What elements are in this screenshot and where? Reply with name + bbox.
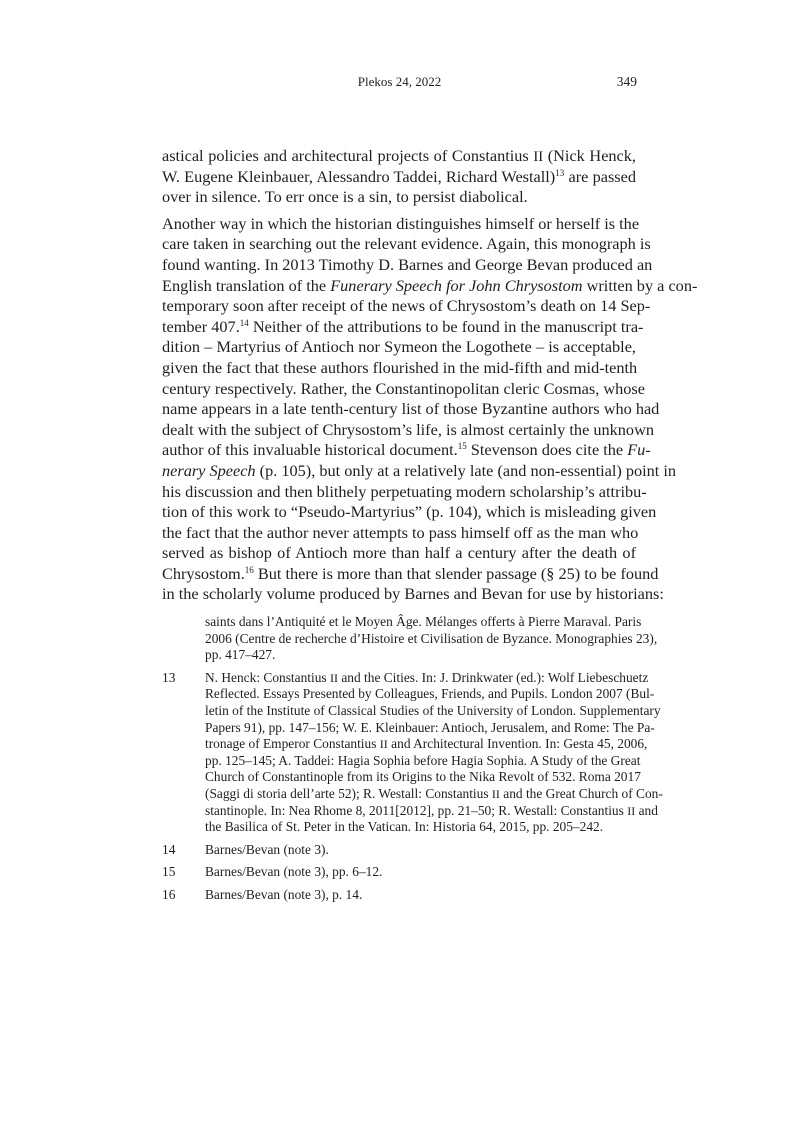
text-line: temporary soon after receipt of the news of Chrysostom’s death on 14 Sep- bbox=[162, 296, 651, 316]
footnote-line: Barnes/Bevan (note 3). bbox=[205, 841, 329, 857]
paragraph bbox=[162, 213, 698, 605]
text-line: W. Eugene Kleinbauer, Alessandro Taddei, Richard Westall)$^{13}$ are passed bbox=[162, 166, 636, 186]
footnote-line: Church of Constantinople from its Origins to the Nika Revolt of 532. Roma 2017 bbox=[205, 769, 641, 785]
text-line: name appears in a late tenth-century list of those Byzantine authors who had bbox=[162, 399, 660, 419]
footnote-13 bbox=[162, 669, 663, 836]
text-line: the fact that the author never attempts to pass himself off as the man who bbox=[162, 522, 639, 542]
footnote-14 bbox=[162, 842, 636, 859]
footnote-line: (Saggi di storia dell’arte 52); R. Westall: Constantius II and the Great Church of Con- bbox=[205, 785, 663, 801]
footnote-ref-16[interactable]: 16 bbox=[244, 564, 254, 575]
work-title: nerary Speech bbox=[162, 460, 256, 480]
footnote-line: tronage of Emperor Constantius II and Architectural Invention. In: Gesta 45, 2006, bbox=[205, 736, 648, 752]
footnote-line: letin of the Institute of Classical Studies of the University of London. Supplementary bbox=[205, 702, 661, 718]
footnote-line: Reflected. Essays Presented by Colleagues, Friends, and Pupils. London 2007 (Bul- bbox=[205, 686, 655, 702]
footnote-16 bbox=[162, 887, 636, 904]
footnotes bbox=[162, 614, 663, 910]
footnote-line: stantinople. In: Nea Rhome 8, 2011[2012], pp. 21–50; R. Westall: Constantius II and bbox=[205, 802, 658, 818]
footnote-line: the Basilica of St. Peter in the Vatican. In: Historia 64, 2015, pp. 205–242. bbox=[205, 819, 604, 835]
footnote-line: N. Henck: Constantius II and the Cities. In: J. Drinkwater (ed.): Wolf Liebeschuetz bbox=[205, 669, 649, 685]
footnote-line: Barnes/Bevan (note 3), pp. 6–12. bbox=[205, 864, 383, 880]
running-head bbox=[0, 74, 799, 94]
footnote-line: saints dans l’Antiquité et le Moyen Âge. Mélanges offerts à Pierre Maraval. Paris bbox=[205, 614, 642, 629]
footnote-number: 13 bbox=[162, 669, 176, 685]
footnote-ref-13[interactable]: 13 bbox=[555, 167, 565, 178]
footnote-ref-15[interactable]: 15 bbox=[457, 441, 467, 452]
text-line: served as bishop of Antioch more than half a century after the death of bbox=[162, 543, 636, 563]
roman-numeral: II bbox=[533, 149, 544, 165]
text-line: found wanting. In 2013 Timothy D. Barnes and George Bevan produced an bbox=[162, 254, 653, 274]
text-line: Chrysostom.$^{16}$ But there is more than that slender passage (§ 25) to be found bbox=[162, 563, 659, 583]
text-line: his discussion and then blithely perpetuating modern scholarship’s attribu- bbox=[162, 481, 647, 501]
footnote-line: 2006 (Centre de recherche d’Histoire et Civilisation de Byzance. Monographies 23), bbox=[205, 630, 658, 646]
page-number: 349 bbox=[616, 74, 637, 89]
text-line: dealt with the subject of Chrysostom’s life, is almost certainly the unknown bbox=[162, 419, 654, 439]
text-line: over in silence. To err once is a sin, to persist diabolical. bbox=[162, 187, 528, 207]
text-line: care taken in searching out the relevant evidence. Again, this monograph is bbox=[162, 234, 651, 254]
text-line: Another way in which the historian distinguishes himself or herself is the bbox=[162, 213, 640, 233]
journal-title: Plekos 24, 2022 bbox=[357, 74, 442, 89]
text-line: given the fact that these authors flourished in the mid-fifth and mid-tenth bbox=[162, 357, 638, 377]
text-line: tember 407.14 Neither of the attributions to be found in the manuscript tra- bbox=[162, 316, 644, 336]
footnote-number: 15 bbox=[162, 864, 176, 880]
body-text bbox=[162, 146, 698, 605]
paragraph bbox=[162, 146, 636, 208]
text-line: dition – Martyrius of Antioch nor Symeon the Logothete – is acceptable, bbox=[162, 337, 636, 357]
footnote-line: pp. 417–427. bbox=[205, 647, 276, 663]
text-line: tion of this work to “Pseudo-Martyrius” (p. 104), which is misleading given bbox=[162, 502, 657, 522]
footnote-15 bbox=[162, 864, 636, 881]
text-line: English translation of the Funerary Speech for John Chrysostom written by a con- bbox=[162, 275, 698, 295]
footnote-line: pp. 125–145; A. Taddei: Hagia Sophia before Hagia Sophia. A Study of the Great bbox=[205, 752, 641, 768]
text-line: in the scholarly volume produced by Barnes and Bevan for use by historians: bbox=[162, 584, 664, 604]
text-line: century respectively. Rather, the Constantinopolitan cleric Cosmas, whose bbox=[162, 378, 645, 398]
footnote-ref-14[interactable]: 14 bbox=[239, 317, 249, 328]
text-line: astical policies and architectural projects of Constantius II (Nick Henck, bbox=[162, 146, 636, 165]
work-title: Fu- bbox=[627, 440, 651, 460]
footnote-line: Papers 91), pp. 147–156; W. E. Kleinbauer: Antioch, Jerusalem, and Rome: The Pa- bbox=[205, 719, 655, 735]
footnote-line: Barnes/Bevan (note 3), p. 14. bbox=[205, 886, 363, 902]
footnote-number: 14 bbox=[162, 841, 176, 857]
footnote-continuation bbox=[162, 614, 658, 664]
text-line: author of this invaluable historical document.$^{15}$ Stevenson does cite the Fu- bbox=[162, 440, 651, 460]
text-line: nerary Speech (p. 105), but only at a relatively late (and non-essential) point in bbox=[162, 460, 677, 480]
work-title: Funerary Speech for John Chrysostom bbox=[330, 275, 583, 295]
footnote-number: 16 bbox=[162, 886, 176, 902]
